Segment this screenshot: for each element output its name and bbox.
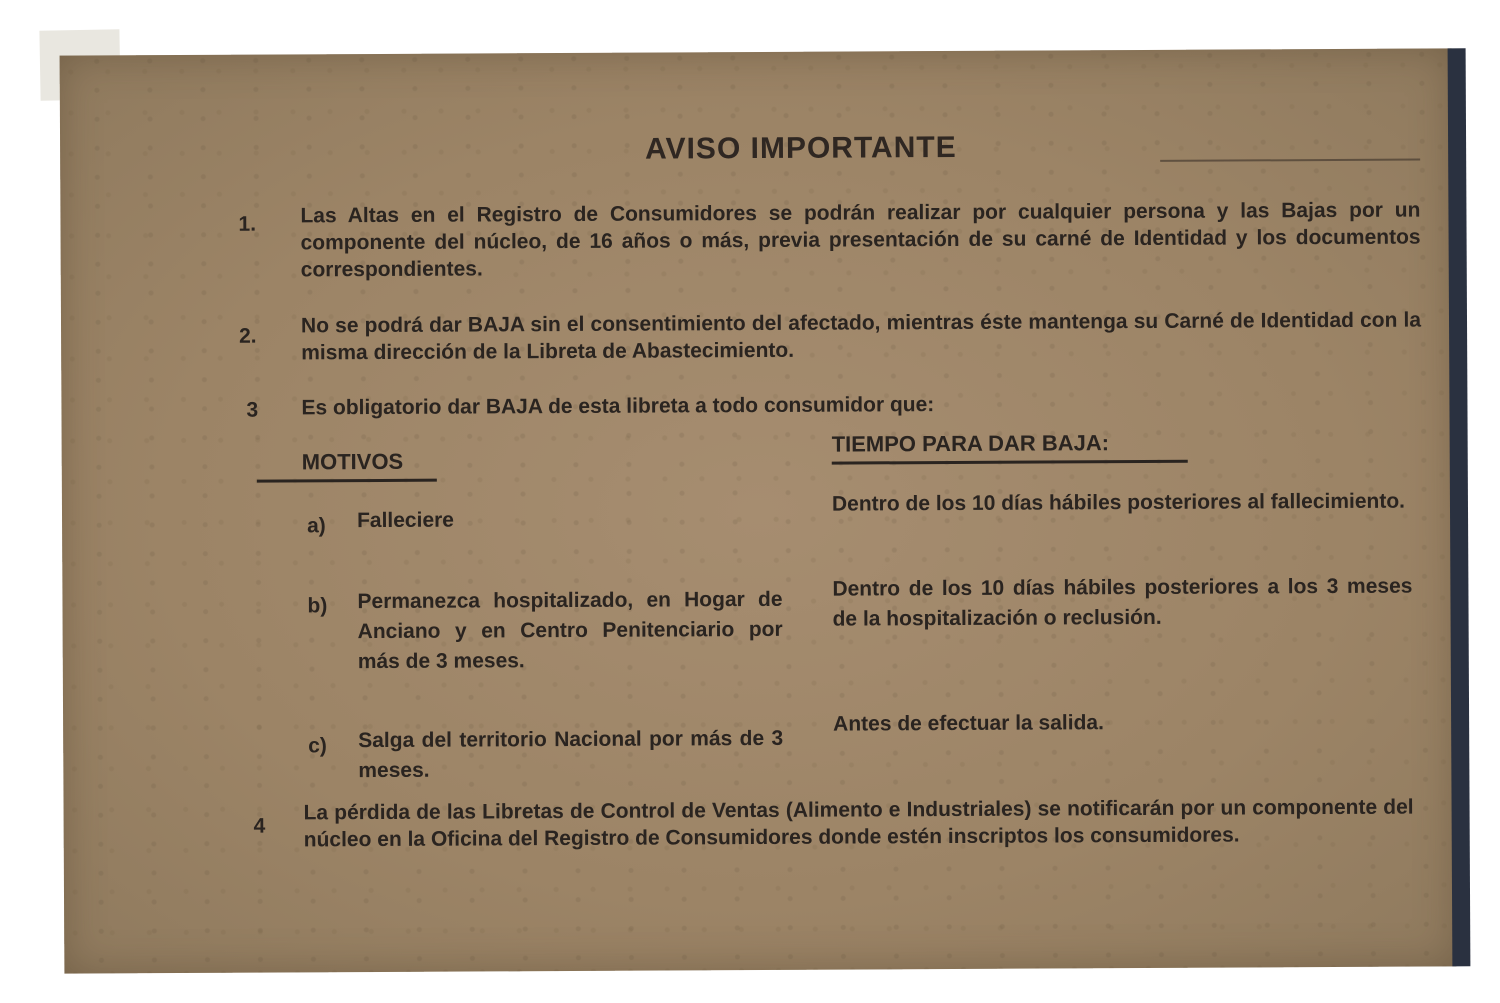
item-2-text: No se podrá dar BAJA sin el consentimiento del afectado, mientras éste mantenga su Carné de Identidad con la misma dirección de la Libreta de Abastecimiento. bbox=[300, 308, 1422, 365]
item-3-number: 3 bbox=[246, 398, 259, 422]
notice-title: AVISO IMPORTANTE bbox=[645, 130, 957, 166]
item-3-text: Es obligatorio dar BAJA de esta libreta a todo consumidor que: bbox=[301, 393, 935, 420]
motive-c-text: Salga del territorio Nacional por más de 3 meses. bbox=[358, 726, 784, 783]
item-1-number: 1. bbox=[238, 212, 257, 236]
motives-underline bbox=[257, 479, 437, 483]
time-header: TIEMPO PARA DAR BAJA: bbox=[831, 430, 1110, 457]
motive-b-letter: b) bbox=[307, 594, 328, 618]
motive-c-letter: c) bbox=[308, 734, 327, 758]
motive-a-text: Falleciere bbox=[356, 508, 455, 533]
item-2-number: 2. bbox=[239, 324, 257, 348]
title-rule bbox=[1160, 159, 1420, 162]
item-4-number: 4 bbox=[253, 814, 266, 838]
item-1-text: Las Altas en el Registro de Consumidores se podrán realizar por cualquier persona y las Bajas por un componente del núcleo, de 16 años o más, previa presentación de su carné de Identidad y los documentos correspondientes. bbox=[300, 198, 1421, 282]
motive-a-letter: a) bbox=[307, 514, 326, 538]
time-b-text: Dentro de los 10 días hábiles posteriores a los 3 meses de la hospitalización o reclusión. bbox=[832, 574, 1413, 631]
motive-b-text: Permanezca hospitalizado, en Hogar de Anciano y en Centro Penitenciario por más de 3 meses. bbox=[357, 587, 783, 674]
book-spine bbox=[1448, 48, 1471, 966]
item-4-text: La pérdida de las Libretas de Control de Ventas (Alimento e Industriales) se notificarán por un componente del núcleo en la Oficina del Registro de Consumidores donde estén inscriptos los consumidores. bbox=[303, 795, 1414, 852]
time-a-text: Dentro de los 10 días hábiles posteriores al fallecimiento. bbox=[831, 489, 1406, 516]
time-underline bbox=[832, 460, 1188, 465]
time-c-text: Antes de efectuar la salida. bbox=[833, 711, 1104, 736]
ration-book-back-cover bbox=[60, 48, 1457, 973]
motives-header: MOTIVOS bbox=[301, 448, 404, 475]
